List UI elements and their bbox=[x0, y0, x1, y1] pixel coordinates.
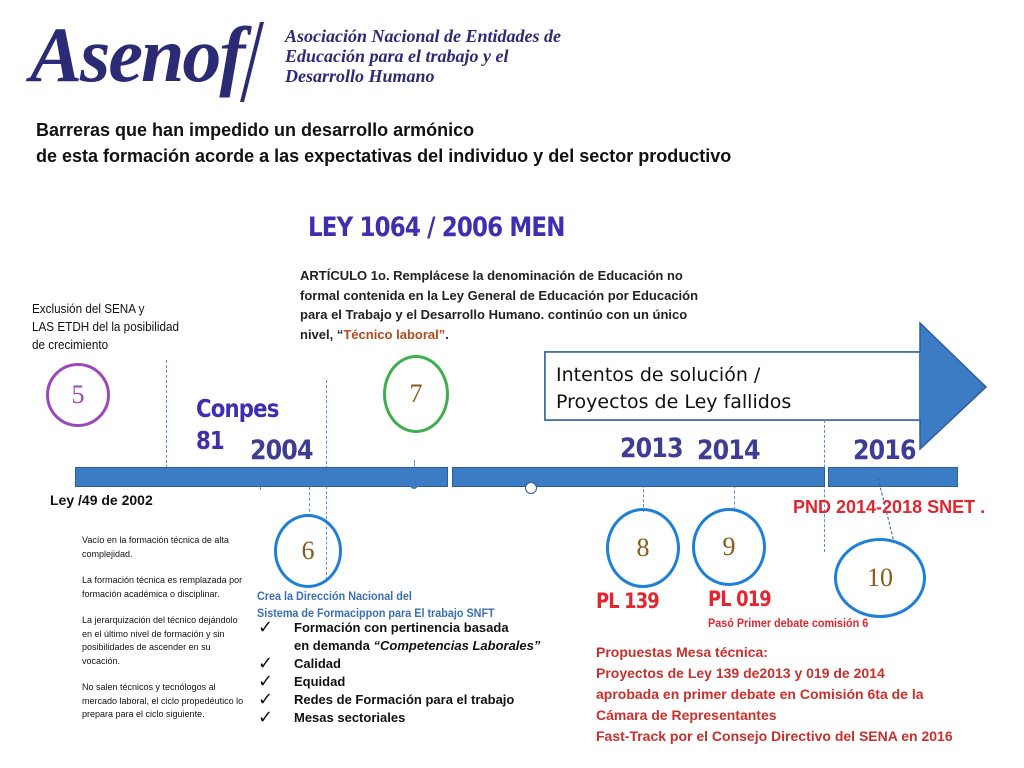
timeline-segment-1 bbox=[75, 467, 448, 487]
circle-5: 5 bbox=[46, 363, 110, 427]
snft-checklist bbox=[258, 617, 541, 728]
conpes-line-1: Conpes bbox=[196, 394, 279, 423]
arrow-label-line-2: Proyectos de Ley fallidos bbox=[556, 391, 792, 413]
check-text: Mesas sectoriales bbox=[294, 710, 406, 725]
crea-line-2: Sistema de Formacippon para El trabajo SNFT bbox=[257, 606, 495, 620]
note-item: La formación técnica es remplazada por formación académica o disciplinar. bbox=[82, 575, 243, 599]
logo-subtitle-line-3: Desarrollo Humano bbox=[285, 66, 435, 86]
logo-divider bbox=[240, 22, 264, 102]
timeline-marker bbox=[410, 483, 418, 489]
pnd-snet-label: PND 2014-2018 SNET . bbox=[793, 497, 986, 517]
year-2013: 2013 bbox=[620, 433, 683, 464]
check-icon: ✓ bbox=[258, 689, 274, 710]
check-row bbox=[258, 707, 540, 728]
propuestas-line-1: Propuestas Mesa técnica: bbox=[596, 644, 768, 660]
check-row bbox=[258, 638, 540, 656]
pl-139-label: PL 139 bbox=[596, 589, 659, 613]
check-icon: ✓ bbox=[258, 707, 274, 728]
check-text: Calidad bbox=[294, 656, 341, 671]
paso-debate-label: Pasó Primer debate comisión 6 bbox=[708, 616, 869, 630]
year-2004: 2004 bbox=[250, 435, 313, 466]
ley-49-label: Ley /49 de 2002 bbox=[50, 492, 153, 508]
note-item: Vacío en la formación técnica de alta complejidad. bbox=[82, 535, 229, 559]
exclusion-line-1: Exclusión del SENA y bbox=[32, 301, 145, 316]
logo-subtitle-line-1: Asociación Nacional de Entidades de bbox=[285, 26, 561, 46]
arrow-label-line-1: Intentos de solución / bbox=[556, 364, 761, 386]
check-row bbox=[258, 653, 540, 674]
check-text: Formación con pertinencia basada bbox=[294, 620, 509, 635]
arrow-label bbox=[556, 362, 791, 416]
propuestas-line-4: Cámara de Representantes bbox=[596, 707, 777, 723]
circle-10: 10 bbox=[834, 538, 926, 618]
check-icon: ✓ bbox=[258, 653, 274, 674]
year-2016: 2016 bbox=[853, 435, 916, 466]
propuestas-line-2: Proyectos de Ley 139 de2013 y 019 de 2014 bbox=[596, 665, 885, 681]
check-text: Redes de Formación para el trabajo bbox=[294, 692, 515, 707]
check-text-italic: “Competencias Laborales” bbox=[373, 638, 541, 653]
exclusion-note bbox=[32, 300, 179, 354]
circle-7: 7 bbox=[383, 355, 449, 433]
check-icon: ✓ bbox=[258, 617, 274, 638]
note-item: No salen técnicos y tecnólogos al mercado laboral, el ciclo propedéutico lo prepara para el ciclo siguiente. bbox=[82, 682, 244, 719]
circle-6: 6 bbox=[274, 514, 342, 588]
crea-line-1: Crea la Dirección Nacional del bbox=[257, 589, 412, 603]
articulo-body: ARTÍCULO 1o. Remplácese la denominación de Educación no formal contenida en la Ley General de Educación por Educación para el Trabajo y el Desarrollo Humano. continúo con un único nivel, “ bbox=[300, 268, 699, 342]
exclusion-line-2: LAS ETDH del la posibilidad bbox=[32, 319, 179, 334]
check-row bbox=[258, 617, 540, 638]
timeline-marker bbox=[525, 482, 537, 494]
logo-subtitle-line-2: Educación para el trabajo y el bbox=[285, 46, 509, 66]
circle-8: 8 bbox=[606, 508, 680, 588]
propuestas-mesa-tecnica bbox=[596, 642, 953, 747]
year-2014: 2014 bbox=[697, 435, 760, 466]
headline-line-2: de esta formación acorde a las expectativas del individuo y del sector productivo bbox=[36, 146, 732, 166]
propuestas-line-5: Fast-Track por el Consejo Directivo del SENA en 2016 bbox=[596, 728, 953, 744]
headline bbox=[36, 117, 731, 169]
logo-subtitle bbox=[285, 26, 561, 86]
ley-1064-title: LEY 1064 / 2006 MEN bbox=[308, 212, 565, 243]
check-text: Equidad bbox=[294, 674, 346, 689]
articulo-end: . bbox=[445, 326, 449, 342]
pl-019-label: PL 019 bbox=[708, 587, 771, 611]
propuestas-line-3: aprobada en primer debate en Comisión 6ta de la bbox=[596, 686, 924, 702]
crea-snft-label bbox=[257, 588, 495, 622]
check-text: en demanda bbox=[294, 638, 370, 653]
connector-line bbox=[309, 487, 310, 517]
circle-9: 9 bbox=[692, 508, 766, 586]
check-row bbox=[258, 671, 540, 692]
barriers-notes bbox=[82, 534, 247, 735]
asenof-logo: Asenof bbox=[30, 11, 244, 98]
connector-line bbox=[166, 360, 167, 468]
articulo-highlight: Técnico laboral” bbox=[343, 326, 446, 342]
check-icon: ✓ bbox=[258, 671, 274, 692]
note-item: La jerarquización del técnico dejándolo en el último nivel de formación y sin posibilidades de ascender en su vocación. bbox=[82, 615, 238, 666]
exclusion-line-3: de crecimiento bbox=[32, 337, 109, 352]
timeline-segment-2 bbox=[452, 467, 825, 487]
conpes-line-2: 81 bbox=[196, 426, 224, 455]
check-row bbox=[258, 689, 540, 710]
headline-line-1: Barreras que han impedido un desarrollo armónico bbox=[36, 120, 475, 140]
